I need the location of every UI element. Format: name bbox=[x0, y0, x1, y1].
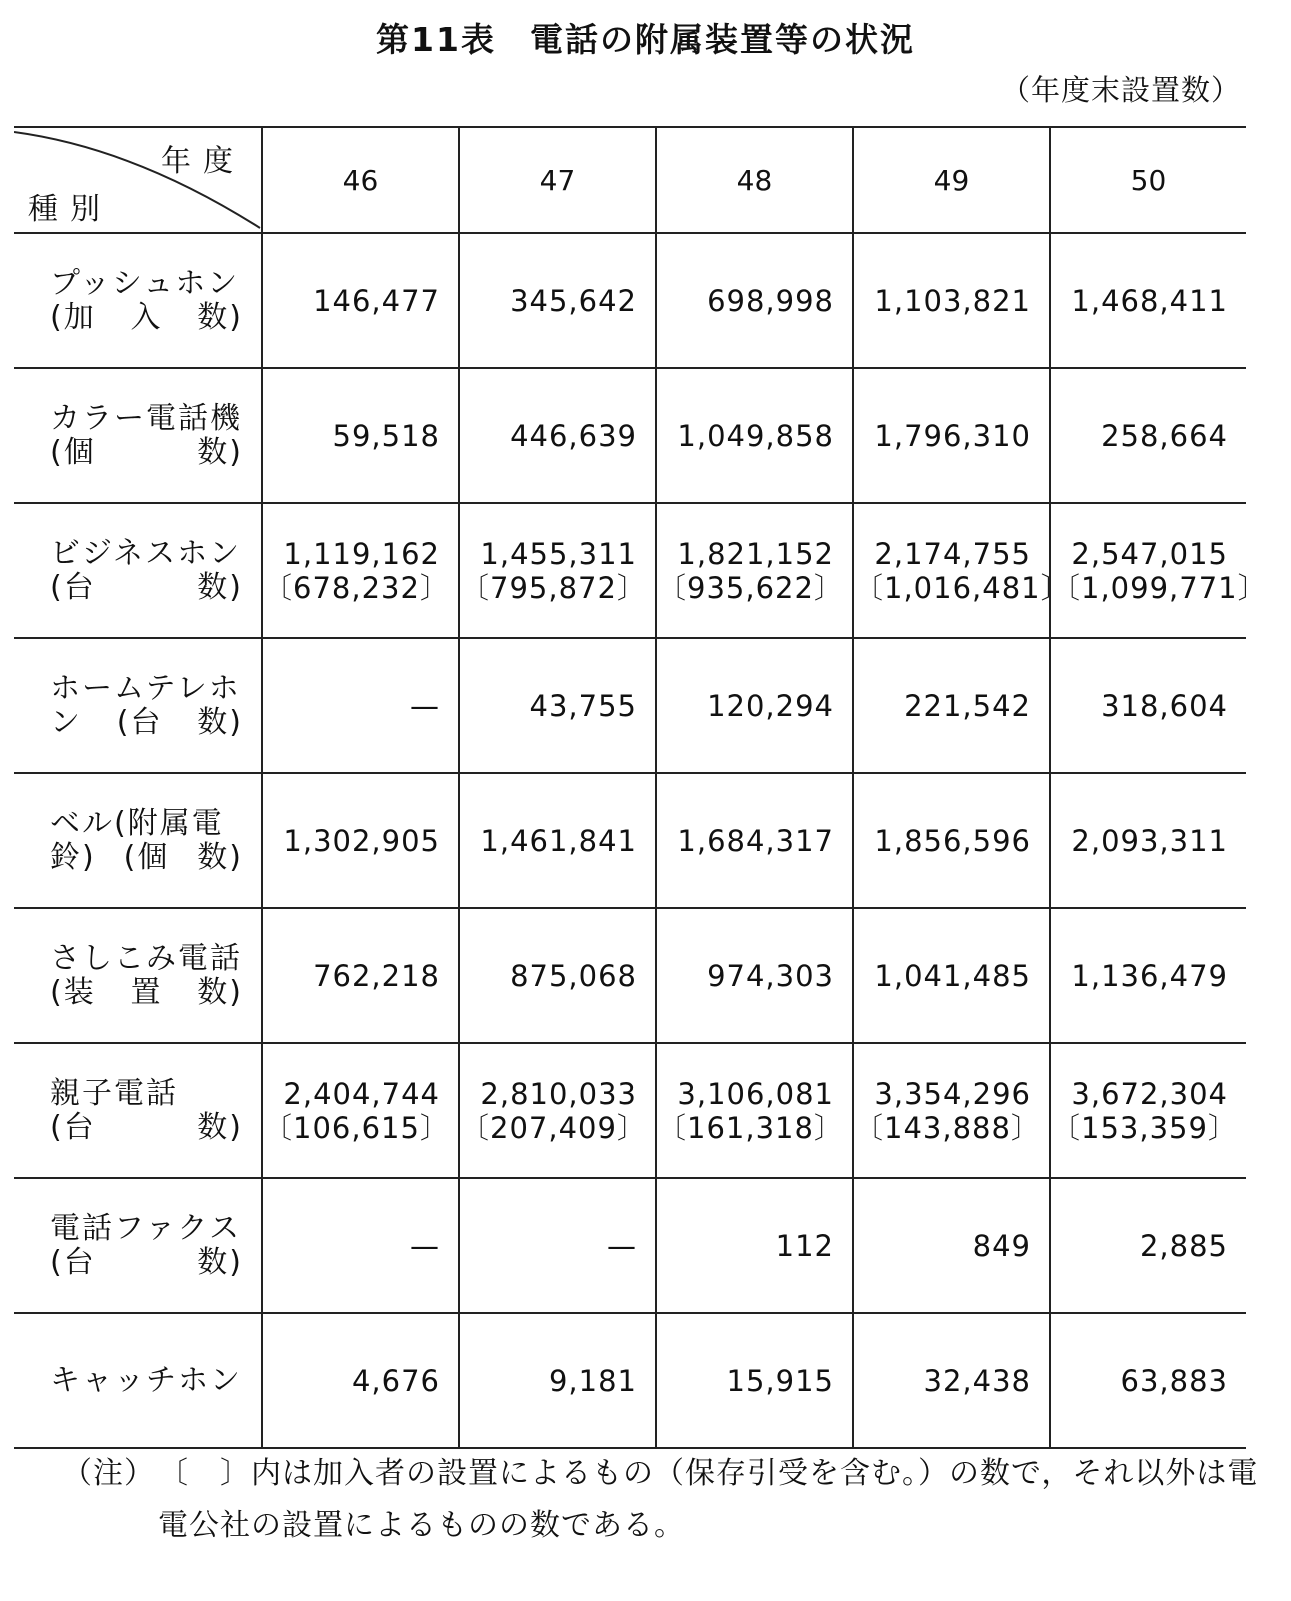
row-label-part: 数) bbox=[197, 1244, 243, 1280]
value-main: 1,796,310 bbox=[874, 418, 1031, 453]
value-main: 32,438 bbox=[923, 1363, 1031, 1398]
header-year-label: 年度 bbox=[161, 144, 245, 179]
value-cell bbox=[656, 503, 853, 638]
value-cell bbox=[853, 1313, 1050, 1448]
row-label-cell bbox=[14, 638, 262, 773]
value-cell bbox=[1050, 908, 1246, 1043]
row-label-line1: ビジネスホン bbox=[50, 535, 242, 571]
value-cell bbox=[459, 1313, 656, 1448]
value-main: 1,455,311 bbox=[480, 536, 637, 571]
value-cell bbox=[656, 233, 853, 368]
footnote-mark: （注） bbox=[62, 1456, 155, 1491]
value-subscriber: 〔1,099,771〕 bbox=[1051, 570, 1268, 605]
data-table bbox=[14, 126, 1268, 1449]
row-label-line2 bbox=[50, 301, 243, 335]
row-label-line1: ベル(附属電 bbox=[50, 805, 224, 841]
value-cell bbox=[656, 638, 853, 773]
row-label-line2 bbox=[50, 571, 243, 605]
row-label-part: 数) bbox=[197, 974, 243, 1010]
value-main: 318,604 bbox=[1101, 688, 1228, 723]
value-cell bbox=[262, 368, 459, 503]
value-cell bbox=[262, 233, 459, 368]
value-main: 2,547,015 bbox=[1071, 536, 1228, 571]
row-label-part: 数) bbox=[197, 704, 243, 740]
row-label-part: (装 bbox=[50, 974, 96, 1010]
value-cell bbox=[459, 503, 656, 638]
value-cell bbox=[853, 233, 1050, 368]
value-cell bbox=[853, 1178, 1050, 1313]
value-main: 849 bbox=[972, 1228, 1031, 1263]
table-row bbox=[14, 908, 1246, 1043]
row-label-line1: カラー電話機 bbox=[50, 400, 242, 436]
value-cell bbox=[262, 773, 459, 908]
row-label-line2 bbox=[50, 1246, 243, 1280]
value-main: 1,302,905 bbox=[283, 823, 440, 858]
footnote-line2: 電公社の設置によるものの数である。 bbox=[158, 1508, 685, 1543]
value-cell bbox=[853, 503, 1071, 638]
value-cell bbox=[1050, 638, 1246, 773]
value-cell bbox=[1050, 1313, 1246, 1448]
value-subscriber: 〔1,016,481〕 bbox=[854, 570, 1071, 605]
row-label-part: 置 bbox=[130, 974, 163, 1010]
year-header: 49 bbox=[853, 127, 1050, 233]
row-label-cell bbox=[14, 773, 262, 908]
value-cell bbox=[1050, 1178, 1246, 1313]
row-label-cell bbox=[14, 1043, 262, 1178]
row-label-cell bbox=[14, 1313, 262, 1448]
row-label-line1: ホームテレホ bbox=[50, 670, 241, 706]
value-cell bbox=[853, 773, 1050, 908]
value-main: 3,672,304 bbox=[1071, 1076, 1228, 1111]
header-kind-label: 種別 bbox=[28, 192, 112, 227]
value-cell bbox=[459, 233, 656, 368]
value-main: 3,354,296 bbox=[874, 1076, 1031, 1111]
value-cell bbox=[262, 908, 459, 1043]
value-main: 2,093,311 bbox=[1071, 823, 1228, 858]
row-label-part: 鈴) bbox=[50, 839, 96, 875]
header-corner-cell bbox=[14, 127, 262, 233]
table-title-text: 電話の附属装置等の状況 bbox=[529, 20, 915, 59]
footnote bbox=[62, 1448, 1262, 1552]
value-subscriber: 〔935,622〕 bbox=[657, 570, 844, 605]
value-cell bbox=[853, 368, 1050, 503]
row-label-part: (加 bbox=[50, 299, 96, 335]
value-subscriber: 〔678,232〕 bbox=[263, 570, 450, 605]
row-label-cell bbox=[14, 368, 262, 503]
row-label-part: 数) bbox=[197, 1109, 243, 1145]
header-row bbox=[14, 127, 1246, 233]
row-label-line1: 電話ファクス bbox=[50, 1210, 242, 1246]
value-cell bbox=[656, 908, 853, 1043]
row-label-part: (台 bbox=[50, 569, 96, 605]
value-main: 1,468,411 bbox=[1071, 283, 1228, 318]
value-cell bbox=[459, 368, 656, 503]
value-main: 2,404,744 bbox=[283, 1076, 440, 1111]
value-main: 762,218 bbox=[313, 958, 440, 993]
table-row bbox=[14, 638, 1246, 773]
value-main: 698,998 bbox=[707, 283, 834, 318]
value-main: 2,174,755 bbox=[874, 536, 1031, 571]
table-row bbox=[14, 1313, 1246, 1448]
value-main: — bbox=[607, 1228, 637, 1263]
value-cell bbox=[1050, 368, 1246, 503]
row-label-line1: さしこみ電話 bbox=[50, 940, 242, 976]
value-subscriber: 〔153,359〕 bbox=[1051, 1110, 1238, 1145]
value-main: 2,885 bbox=[1139, 1228, 1228, 1263]
row-label-part: 数) bbox=[197, 299, 243, 335]
value-cell bbox=[853, 908, 1050, 1043]
table-row bbox=[14, 1043, 1246, 1178]
value-cell bbox=[656, 368, 853, 503]
table-row bbox=[14, 233, 1246, 368]
table-title bbox=[0, 14, 1291, 61]
value-cell bbox=[1050, 1043, 1246, 1178]
row-label-line2 bbox=[50, 706, 243, 740]
row-label-part: 数) bbox=[197, 839, 243, 875]
value-subscriber: 〔161,318〕 bbox=[657, 1110, 844, 1145]
value-cell bbox=[853, 1043, 1050, 1178]
row-label-line1: キャッチホン bbox=[50, 1362, 242, 1398]
value-subscriber: 〔207,409〕 bbox=[460, 1110, 647, 1145]
value-cell bbox=[853, 638, 1050, 773]
value-main: 1,049,858 bbox=[677, 418, 834, 453]
year-header: 46 bbox=[262, 127, 459, 233]
row-label-part: ン bbox=[50, 704, 82, 740]
row-label-line1: プッシュホン bbox=[50, 265, 240, 301]
row-label-part: 数) bbox=[197, 434, 243, 470]
row-label-part: (個 bbox=[123, 839, 170, 875]
value-main: — bbox=[410, 1228, 440, 1263]
row-label-cell bbox=[14, 1178, 262, 1313]
value-main: 1,821,152 bbox=[677, 536, 834, 571]
value-cell bbox=[656, 773, 853, 908]
table-row bbox=[14, 503, 1246, 638]
value-main: 146,477 bbox=[313, 283, 440, 318]
row-label-line2 bbox=[50, 976, 243, 1010]
value-main: 112 bbox=[775, 1228, 834, 1263]
year-header: 50 bbox=[1050, 127, 1246, 233]
row-label-line2 bbox=[50, 436, 243, 470]
value-main: 1,856,596 bbox=[874, 823, 1031, 858]
value-main: 59,518 bbox=[332, 418, 440, 453]
value-main: 15,915 bbox=[726, 1363, 834, 1398]
row-label-cell bbox=[14, 503, 262, 638]
value-cell bbox=[459, 773, 656, 908]
value-cell bbox=[1050, 233, 1246, 368]
value-main: 1,103,821 bbox=[874, 283, 1031, 318]
value-main: 1,119,162 bbox=[283, 536, 440, 571]
value-main: 120,294 bbox=[707, 688, 834, 723]
table-row bbox=[14, 773, 1246, 908]
value-main: 2,810,033 bbox=[480, 1076, 637, 1111]
value-cell bbox=[656, 1043, 853, 1178]
value-main: 974,303 bbox=[707, 958, 834, 993]
row-label-cell bbox=[14, 233, 262, 368]
value-main: 1,684,317 bbox=[677, 823, 834, 858]
value-main: 1,136,479 bbox=[1071, 958, 1228, 993]
value-cell bbox=[656, 1178, 853, 1313]
value-cell bbox=[656, 1313, 853, 1448]
value-subscriber: 〔106,615〕 bbox=[263, 1110, 450, 1145]
year-header: 48 bbox=[656, 127, 853, 233]
row-label-line1: 親子電話 bbox=[50, 1075, 178, 1111]
value-subscriber: 〔795,872〕 bbox=[460, 570, 647, 605]
value-subscriber: 〔143,888〕 bbox=[854, 1110, 1041, 1145]
row-label-part: 数) bbox=[197, 569, 243, 605]
table-row bbox=[14, 368, 1246, 503]
value-cell bbox=[1050, 773, 1246, 908]
value-main: 345,642 bbox=[510, 283, 637, 318]
value-main: 3,106,081 bbox=[677, 1076, 834, 1111]
value-main: 1,461,841 bbox=[480, 823, 637, 858]
value-cell bbox=[459, 638, 656, 773]
row-label-part: 入 bbox=[130, 299, 163, 335]
year-header: 47 bbox=[459, 127, 656, 233]
row-label-part: (台 bbox=[50, 1244, 96, 1280]
value-main: 1,041,485 bbox=[874, 958, 1031, 993]
value-main: 875,068 bbox=[510, 958, 637, 993]
value-cell bbox=[262, 1043, 459, 1178]
footnote-line1: 〔 〕内は加入者の設置によるもの（保存引受を含む。）の数で，それ以外は電 bbox=[158, 1456, 1259, 1491]
value-main: 63,883 bbox=[1120, 1363, 1228, 1398]
value-main: 9,181 bbox=[548, 1363, 637, 1398]
value-cell bbox=[459, 908, 656, 1043]
value-cell bbox=[262, 638, 459, 773]
row-label-line2 bbox=[50, 1111, 243, 1145]
row-label-part: (台 bbox=[50, 1109, 96, 1145]
value-cell bbox=[262, 503, 459, 638]
row-label-part: (台 bbox=[116, 704, 163, 740]
row-label-part: (個 bbox=[50, 434, 96, 470]
row-label-line2 bbox=[50, 841, 243, 875]
value-cell bbox=[1050, 503, 1268, 638]
value-cell bbox=[459, 1043, 656, 1178]
value-cell bbox=[459, 1178, 656, 1313]
value-main: 446,639 bbox=[510, 418, 637, 453]
value-main: 258,664 bbox=[1101, 418, 1228, 453]
value-main: — bbox=[410, 688, 440, 723]
value-cell bbox=[262, 1178, 459, 1313]
table-row bbox=[14, 1178, 1246, 1313]
value-main: 43,755 bbox=[529, 688, 637, 723]
row-label-cell bbox=[14, 908, 262, 1043]
value-main: 4,676 bbox=[351, 1363, 440, 1398]
unit-label: （年度末設置数） bbox=[1000, 73, 1241, 107]
table-number: 第11表 bbox=[376, 20, 496, 59]
value-main: 221,542 bbox=[904, 688, 1031, 723]
value-cell bbox=[262, 1313, 459, 1448]
